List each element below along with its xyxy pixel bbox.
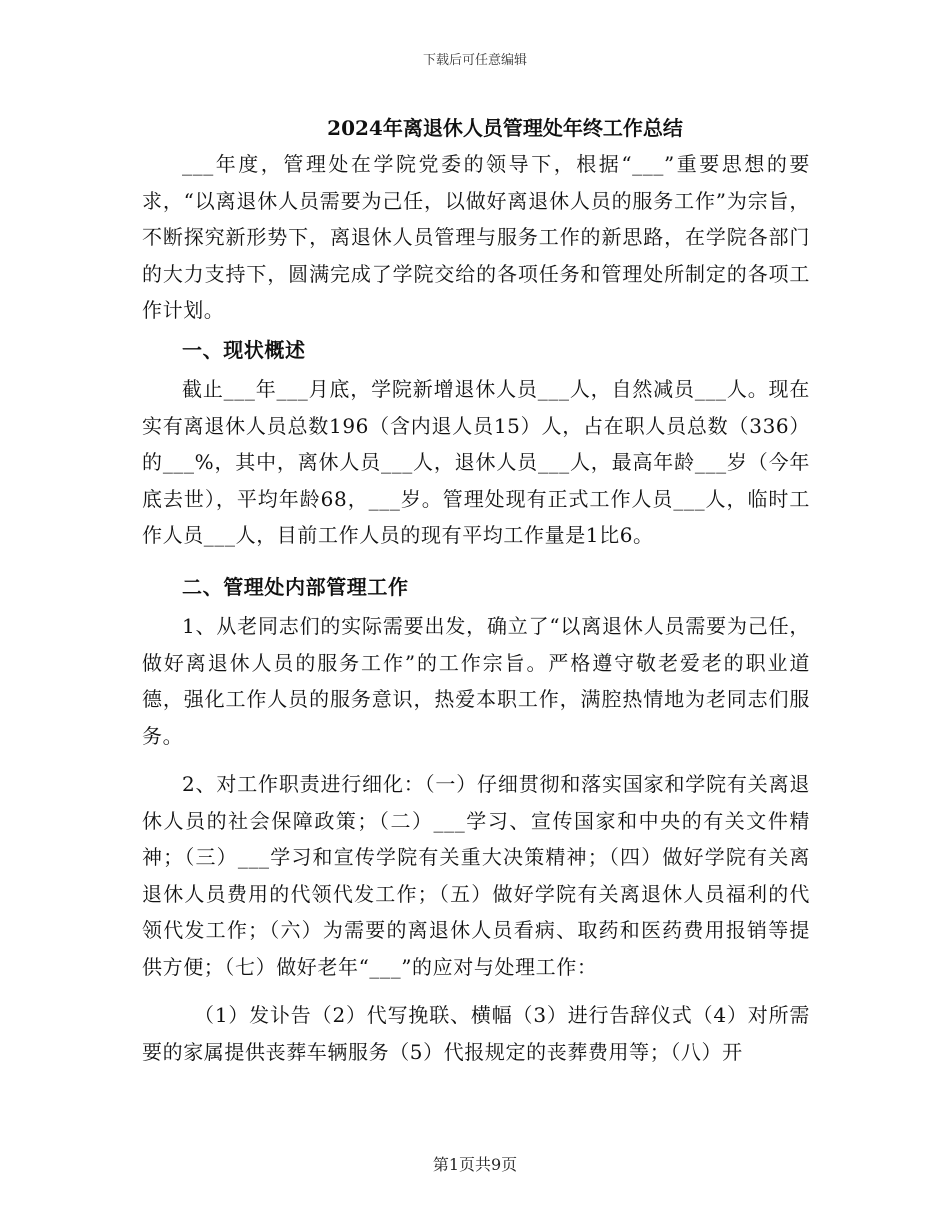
page-number: 第1页共9页 (432, 1155, 518, 1174)
document-body (142, 146, 810, 1070)
document-title: 2024年离退休人员管理处年终工作总结 (327, 116, 683, 140)
section-heading-overview: 一、现状概述 (182, 337, 306, 362)
section-heading-internal-management: 二、管理处内部管理工作 (182, 574, 409, 599)
page-header-note: 下载后可任意编辑 (422, 53, 527, 68)
internal-management-item-2: 2、对工作职责进行细化：（一）仔细贯彻和落实国家和学院有关离退休人员的社会保障政策；（二）___学习、宣传国家和中央的有关文件精神；（三）___学习和宣传学院有关重大决策精神；（四）做好学院有关离退休人员费用的代领代发工作；（五）做好学院有关离退休人员福利的代领代发工作；（六）为需要的离退休人员看病、取药和医药费用报销等提供方便；（七）做好老年“___”的应对与处理工作： (142, 772, 810, 979)
overview-paragraph: 截止___年___月底，学院新增退休人员___人，自然减员___人。现在实有离退休人员总数196（含内退人员15）人，占在职人员总数（336）的___%，其中，离休人员___人，退休人员___人，最高年龄___岁（今年底去世），平均年龄68，___岁。管理处现有正式工作人员___人，临时工作人员___人，目前工作人员的现有平均工作量是1比6。 (142, 377, 810, 547)
internal-management-item-1: 1、从老同志们的实际需要出发，确立了“以离退休人员需要为己任，做好离退休人员的服务工作”的工作宗旨。严格遵守敬老爱老的职业道德，强化工作人员的服务意识，热爱本职工作，满腔热情地为老同志们服务。 (142, 614, 810, 748)
intro-paragraph: ___年度，管理处在学院党委的领导下，根据“___”重要思想的要求，“以离退休人员需要为己任，以做好离退休人员的服务工作”为宗旨，不断探究新形势下，离退休人员管理与服务工作的新思路，在学院各部门的大力支持下，圆满完成了学院交给的各项任务和管理处所制定的各项工作计划。 (142, 152, 810, 322)
funeral-services-list: （1）发讣告（2）代写挽联、横幅（3）进行告辞仪式（4）对所需要的家属提供丧葬车辆服务（5）代报规定的丧葬费用等；（八）开 (142, 1003, 810, 1064)
